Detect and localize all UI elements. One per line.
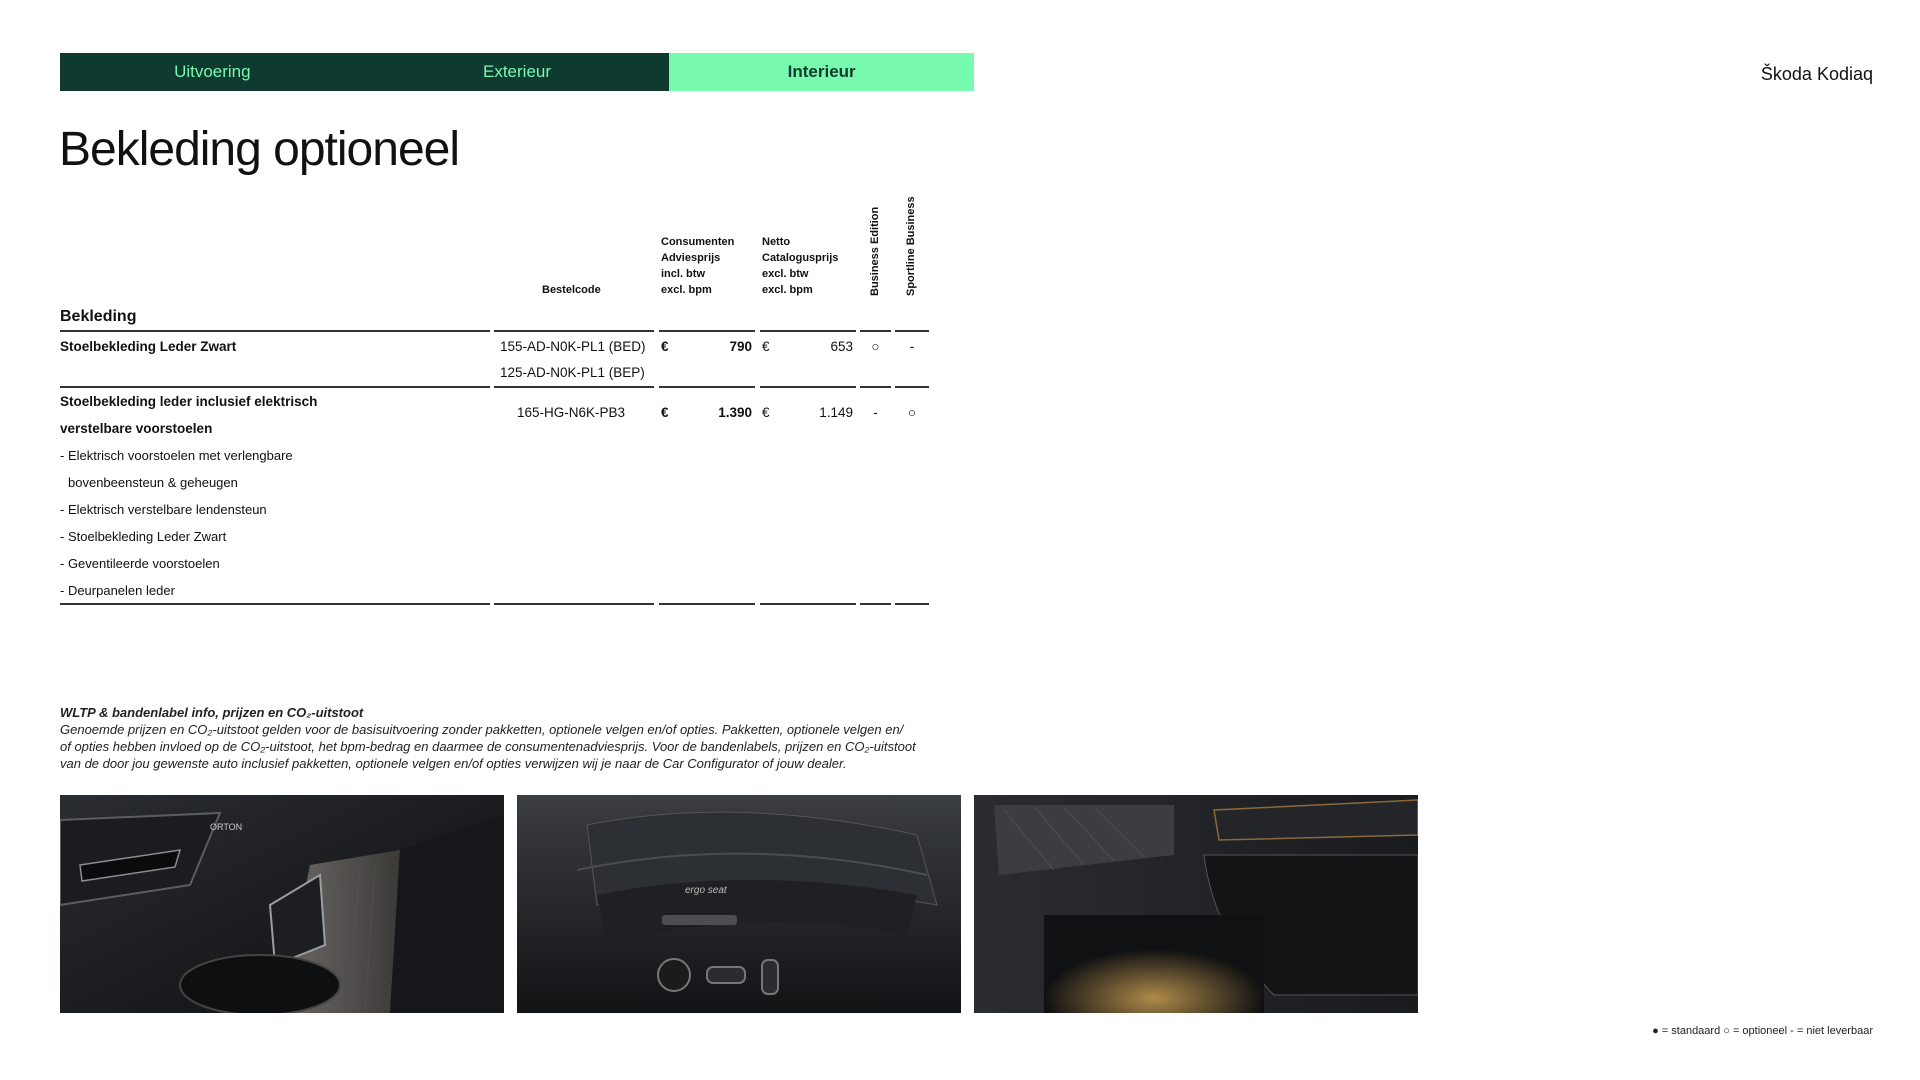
- header-business-edition: Business Edition: [869, 206, 881, 296]
- note-title: WLTP & bandenlabel info, prijzen en CO₂-uitstoot: [60, 705, 364, 720]
- table-rule: [860, 603, 891, 605]
- header-consumentenprijs: [661, 234, 734, 298]
- photo-door-panel: [60, 795, 504, 1013]
- net-price: 653: [830, 339, 853, 354]
- currency-symbol: €: [661, 405, 669, 420]
- brand-name: Škoda Kodiaq: [1760, 64, 1873, 84]
- row-sub-item: - Stoelbekleding Leder Zwart: [60, 529, 227, 544]
- note-line: van de door jou gewenste auto inclusief pakketten, optionele velgen en/of opties verwijzen wij je naar de Car Configurator of jouw dealer.: [60, 756, 847, 771]
- tab-exterieur[interactable]: Exterieur: [365, 53, 670, 91]
- table-rule: [760, 330, 856, 332]
- consumer-price: 1.390: [718, 405, 752, 420]
- table-rule: [659, 386, 755, 388]
- photo-dashboard-ambient: [974, 795, 1418, 1013]
- header-sportline-business: Sportline Business: [905, 196, 917, 296]
- currency-symbol: €: [762, 405, 770, 420]
- legend: ● = standaard ○ = optioneel - = niet leverbaar: [1652, 1025, 1873, 1037]
- note-line: Genoemde prijzen en CO₂-uitstoot gelden voor de basisuitvoering zonder pakketten, optionele velgen en/of opties. Pakketten, optionele velgen en/: [60, 722, 904, 737]
- header-nettoprijs: [762, 234, 838, 298]
- tab-uitvoering[interactable]: Uitvoering: [60, 53, 365, 91]
- row-sub-item: - Elektrisch voorstoelen met verlengbare: [60, 448, 293, 463]
- header-line: excl. btw: [762, 268, 809, 280]
- table-rule: [860, 386, 891, 388]
- row-code: 165-HG-N6K-PB3: [517, 405, 626, 420]
- photo-label: ergo seat: [685, 885, 727, 896]
- table-rule: [60, 603, 490, 605]
- header-line: Catalogusprijs: [762, 252, 839, 264]
- consumer-price: 790: [729, 339, 752, 354]
- row-sub-item: - Elektrisch verstelbare lendensteun: [60, 502, 267, 517]
- wltp-note: [60, 704, 960, 772]
- row-name: Stoelbekleding leder inclusief elektrisch: [60, 394, 318, 409]
- net-price: 1.149: [819, 405, 853, 420]
- table-rule: [760, 603, 856, 605]
- header-line: Consumenten: [661, 236, 735, 248]
- table-rule: [659, 330, 755, 332]
- row-name: Stoelbekleding Leder Zwart: [60, 339, 237, 354]
- header-line: Adviesprijs: [661, 252, 721, 264]
- header-line: excl. bpm: [762, 284, 813, 296]
- table-rule: [494, 386, 654, 388]
- row-code: 125-AD-N0K-PL1 (BEP): [500, 365, 645, 380]
- header-line: incl. btw: [661, 268, 705, 280]
- photo-ergo-seat: [517, 795, 961, 1013]
- table-rule: [895, 603, 929, 605]
- row-sub-item: - Geventileerde voorstoelen: [60, 556, 220, 571]
- note-line: of opties hebben invloed op de CO₂-uitstoot, het bpm-bedrag en daarmee de consumentenadviesprijs. Voor de bandenlabels, prijzen en CO₂-uitstoot: [60, 739, 916, 754]
- section-tabs: [60, 53, 974, 91]
- table-rule: [494, 330, 654, 332]
- table-rule: [760, 386, 856, 388]
- header-line: Netto: [762, 236, 791, 248]
- table-rule: [494, 603, 654, 605]
- table-rule: [895, 330, 929, 332]
- currency-symbol: €: [762, 339, 770, 354]
- header-bestelcode: Bestelcode: [542, 284, 601, 296]
- section-title: Bekleding: [60, 308, 137, 325]
- table-rule: [659, 603, 755, 605]
- availability-sportline: -: [909, 339, 915, 354]
- table-rule: [860, 330, 891, 332]
- availability-sportline: ○: [907, 405, 917, 420]
- header-line: excl. bpm: [661, 284, 712, 296]
- row-code: 155-AD-N0K-PL1 (BED): [500, 339, 646, 354]
- table-rule: [60, 330, 490, 332]
- availability-business: -: [873, 405, 878, 420]
- page-title: Bekleding optioneel: [59, 123, 459, 176]
- row-sub-item: bovenbeensteun & geheugen: [68, 475, 238, 490]
- photo-label: ORTON: [210, 822, 243, 832]
- table-rule: [895, 386, 929, 388]
- tab-interieur[interactable]: Interieur: [669, 53, 974, 91]
- row-name: verstelbare voorstoelen: [60, 421, 213, 436]
- row-sub-item: - Deurpanelen leder: [60, 583, 175, 598]
- currency-symbol: €: [661, 339, 669, 354]
- table-rule: [60, 386, 490, 388]
- availability-business: ○: [871, 339, 880, 354]
